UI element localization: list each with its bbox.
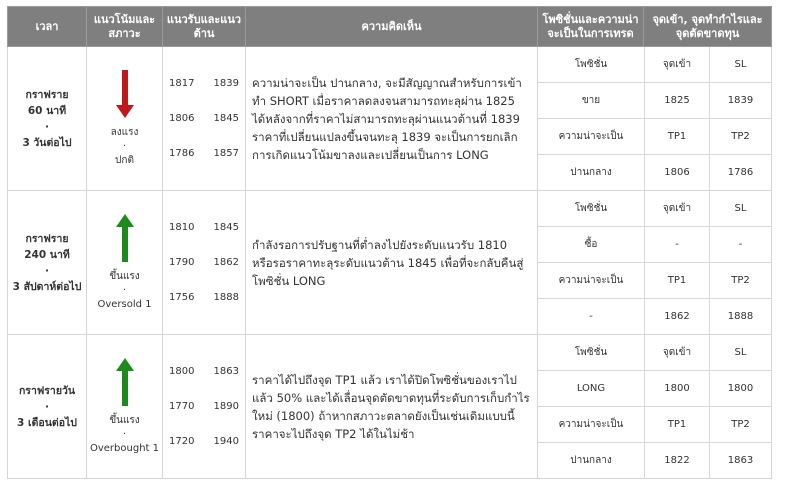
position-cell: ความน่าจะเป็น xyxy=(538,407,645,443)
table-row xyxy=(8,335,772,479)
sr-pair xyxy=(169,280,239,315)
position-grid-cell xyxy=(538,191,772,335)
support-value: 1800 xyxy=(169,366,195,377)
position-cell: จุดเข้า xyxy=(645,335,710,371)
header-row xyxy=(8,7,772,47)
position-cell: ความน่าจะเป็น xyxy=(538,119,645,155)
sr-pair xyxy=(169,210,239,245)
header-entry-exit: จุดเข้า, จุดทำกำไรและจุดตัดขาดทุน xyxy=(644,7,772,47)
position-cell: ขาย xyxy=(538,83,645,119)
position-cell: ปานกลาง xyxy=(570,167,612,178)
position-cell: 1786 xyxy=(710,155,772,191)
position-cell: - xyxy=(589,311,593,322)
position-grid xyxy=(538,335,771,478)
position-cell: - xyxy=(645,227,710,263)
resistance-value: 1862 xyxy=(213,257,239,268)
trend-label: ขึ้นแรง xyxy=(109,270,140,282)
trend-condition: Oversold 1 xyxy=(97,298,152,310)
position-cell: 1806 xyxy=(645,155,710,191)
comment-cell: กำลังรอการปรับฐานที่ต่ำลงไปยังระดับแนวรับ 1810 หรือรอราคาทะลุระดับแนวต้าน 1845 เพื่อที่จะกลับคืนสู่โพซิชั่น LONG xyxy=(246,191,538,335)
support-value: 1806 xyxy=(169,113,195,124)
resistance-value: 1863 xyxy=(213,366,239,377)
position-cell: SL xyxy=(710,335,772,371)
period-cell xyxy=(8,335,87,479)
position-cell: SL xyxy=(710,191,772,227)
position-grid-row xyxy=(538,47,771,83)
period-line2: 60 นาที xyxy=(27,104,67,117)
position-cell: TP1 xyxy=(645,119,710,155)
trend-dot: · xyxy=(122,428,127,440)
resistance-value: 1845 xyxy=(213,222,239,233)
sr-pair xyxy=(169,101,239,136)
sr-pair xyxy=(169,136,239,171)
position-cell: 1800 xyxy=(645,371,710,407)
position-grid-cell xyxy=(538,335,772,479)
arrow-down-icon xyxy=(116,70,134,118)
trend-dot: · xyxy=(122,284,127,296)
trend-label: ขึ้นแรง xyxy=(109,414,140,426)
position-cell: 1863 xyxy=(710,443,772,479)
position-cell: โพซิชั่น xyxy=(538,335,645,371)
resistance-value: 1857 xyxy=(213,148,239,159)
position-cell: 1822 xyxy=(645,443,710,479)
position-grid-row xyxy=(538,155,771,191)
position-cell: ปานกลาง xyxy=(570,455,612,466)
position-grid xyxy=(538,47,771,190)
trend-dot: · xyxy=(122,140,127,152)
sr-pair xyxy=(169,245,239,280)
trend-condition: ปกติ xyxy=(115,154,134,166)
trend-condition: Overbought 1 xyxy=(89,442,159,454)
resistance-value: 1845 xyxy=(213,113,239,124)
period-line3: 3 วันต่อไป xyxy=(22,136,72,149)
position-grid-row xyxy=(538,299,771,335)
position-grid-row xyxy=(538,191,771,227)
resistance-value: 1940 xyxy=(213,436,239,447)
position-grid-row xyxy=(538,407,771,443)
position-grid-row xyxy=(538,371,771,407)
period-line2: 240 นาที xyxy=(24,248,70,261)
comment-cell: ความน่าจะเป็น ปานกลาง, จะมีสัญญาณสำหรับการเข้าทำ SHORT เมื่อราคาลดลงจนสามารถทะลุผ่าน 1825 ได้หลังจากที่ราคาไม่สามารถทะลุผ่านแนวต้านที่ 1839 ราคาที่เปลี่ยนแปลงขึ้นจนทะลุ 1839 จะเป็นการยกเลิกการเกิดแนวโน้มขาลงและเปลี่ยนเป็นการ LONG xyxy=(246,47,538,191)
period-line1: กราฟราย xyxy=(25,88,69,101)
period-cell xyxy=(8,47,87,191)
position-cell: 1888 xyxy=(710,299,772,335)
period-line1: กราฟรายวัน xyxy=(18,384,76,397)
table-row xyxy=(8,47,772,191)
period-line1: กราฟราย xyxy=(25,232,69,245)
position-cell: โพซิชั่น xyxy=(538,191,645,227)
comment-cell: ราคาได้ไปถึงจุด TP1 แล้ว เราได้ปิดโพซิชั่นของเราไปแล้ว 50% และได้เลื่อนจุดตัดขาดทุนที่ระดับการเก็บกำไรใหม่ (1800) ถ้าหากสภาวะตลาดยังเป็นเช่นเดิมแบบนี้ ราคาจะไปถึงจุด TP2 ได้ในไม่ช้า xyxy=(246,335,538,479)
support-value: 1720 xyxy=(169,436,195,447)
support-value: 1756 xyxy=(169,292,195,303)
sr-pair xyxy=(169,66,239,101)
position-cell: LONG xyxy=(538,371,645,407)
position-grid xyxy=(538,191,771,334)
sr-pair xyxy=(169,354,239,389)
period-line3: 3 เดือนต่อไป xyxy=(17,416,77,429)
trend-cell xyxy=(87,191,163,335)
trend-cell xyxy=(87,335,163,479)
position-grid-row xyxy=(538,335,771,371)
position-grid-row xyxy=(538,443,771,479)
period-cell xyxy=(8,191,87,335)
position-cell: 1862 xyxy=(645,299,710,335)
support-value: 1817 xyxy=(169,78,195,89)
period-dot: · xyxy=(45,120,49,133)
position-cell: ความน่าจะเป็น xyxy=(538,263,645,299)
position-cell: 1839 xyxy=(710,83,772,119)
header-time: เวลา xyxy=(8,7,87,47)
support-resistance-cell xyxy=(163,191,246,335)
position-grid-row xyxy=(538,263,771,299)
trend-cell xyxy=(87,47,163,191)
position-cell: TP1 xyxy=(645,263,710,299)
position-cell: ซื้อ xyxy=(538,227,645,263)
sr-pair xyxy=(169,424,239,459)
resistance-value: 1888 xyxy=(213,292,239,303)
position-grid-row xyxy=(538,227,771,263)
period-line3: 3 สัปดาห์ต่อไป xyxy=(12,280,82,293)
position-cell: จุดเข้า xyxy=(645,47,710,83)
position-cell: TP2 xyxy=(710,263,772,299)
position-cell: โพซิชั่น xyxy=(538,47,645,83)
arrow-up-icon xyxy=(116,358,134,406)
sr-pair xyxy=(169,389,239,424)
table-row xyxy=(8,191,772,335)
header-position: โพซิชั่นและความน่าจะเป็นในการเทรด xyxy=(538,7,644,47)
period-dot: · xyxy=(45,400,49,413)
support-resistance-cell xyxy=(163,335,246,479)
position-cell: - xyxy=(710,227,772,263)
position-cell: 1825 xyxy=(645,83,710,119)
arrow-up-icon xyxy=(116,214,134,262)
support-value: 1770 xyxy=(169,401,195,412)
header-support-resistance: แนวรับและแนวต้าน xyxy=(163,7,246,47)
support-value: 1786 xyxy=(169,148,195,159)
period-dot: · xyxy=(45,264,49,277)
position-cell: SL xyxy=(710,47,772,83)
support-resistance-cell xyxy=(163,47,246,191)
position-cell: จุดเข้า xyxy=(645,191,710,227)
position-cell: 1800 xyxy=(710,371,772,407)
position-cell: TP2 xyxy=(710,119,772,155)
position-grid-row xyxy=(538,119,771,155)
header-trend: แนวโน้มและสภาวะ xyxy=(87,7,163,47)
position-cell: TP2 xyxy=(710,407,772,443)
resistance-value: 1890 xyxy=(213,401,239,412)
position-grid-cell xyxy=(538,47,772,191)
support-value: 1790 xyxy=(169,257,195,268)
position-grid-row xyxy=(538,83,771,119)
resistance-value: 1839 xyxy=(213,78,239,89)
support-value: 1810 xyxy=(169,222,195,233)
header-comment: ความคิดเห็น xyxy=(246,7,538,47)
trade-analysis-table xyxy=(7,6,772,479)
trend-label: ลงแรง xyxy=(110,126,139,138)
position-cell: TP1 xyxy=(645,407,710,443)
